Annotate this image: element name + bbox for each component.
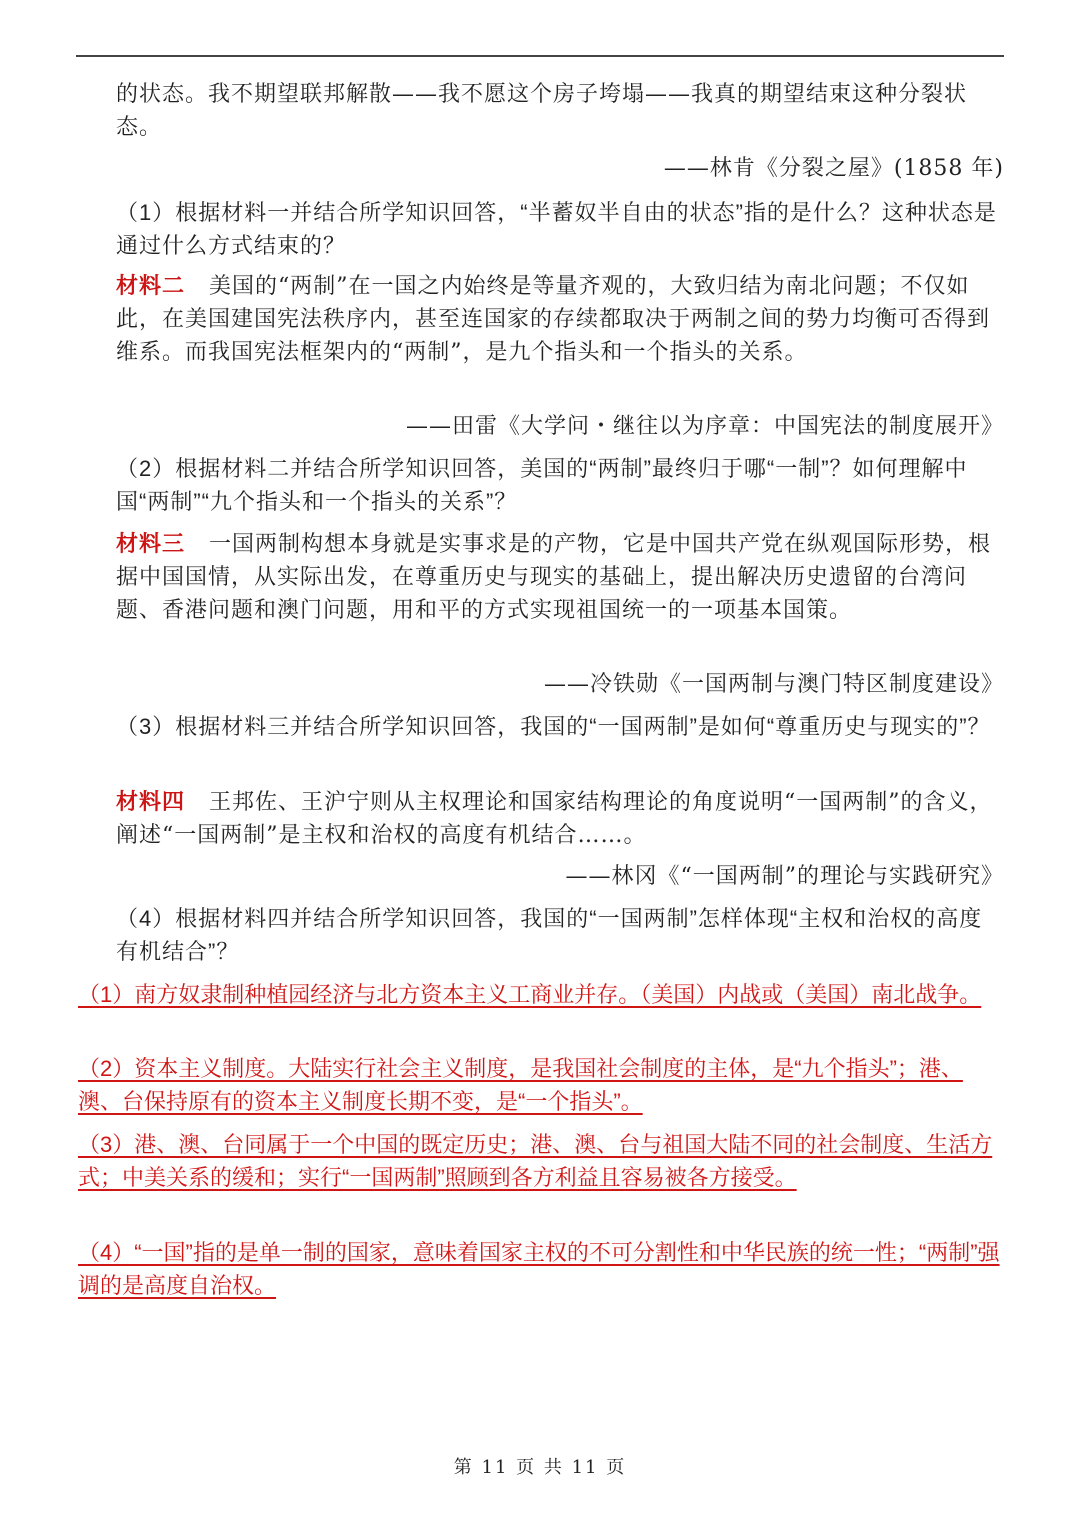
question-3: （3）根据材料三并结合所学知识回答，我国的“一国两制”是如何“尊重历史与现实的”？ bbox=[116, 714, 991, 739]
material-two-source: ——田雷《大学问・继往以为序章：中国宪法的制度展开》 bbox=[405, 414, 1004, 439]
answer-2 bbox=[78, 1052, 1004, 1118]
answer-1-text: （1）南方奴隶制种植园经济与北方资本主义工商业并存。（美国）内战或（美国）南北战争。 bbox=[78, 982, 982, 1007]
material-two bbox=[116, 270, 1004, 369]
question-2: （2）根据材料二并结合所学知识回答，美国的“两制”最终归于哪“一制”？如何理解中国“两制”“九个指头和一个指头的关系”？ bbox=[116, 456, 968, 514]
material-three-source: ——冷铁勋《一国两制与澳门特区制度建设》 bbox=[543, 672, 1004, 697]
material-four-source: ——林冈《“一国两制”的理论与实践研究》 bbox=[565, 864, 1004, 889]
material-three-text: 一国两制构想本身就是实事求是的产物，它是中国共产党在纵观国际形势，根据中国国情，从实际出发，在尊重历史与现实的基础上，提出解决历史遗留的台湾问题、香港问题和澳门问题，用和平的方式实现祖国统一的一项基本国策。 bbox=[116, 532, 992, 623]
material-two-text: 美国的“两制”在一国之内始终是等量齐观的，大致归结为南北问题；不仅如此，在美国建国宪法秩序内，甚至连国家的存续都取决于两制之间的势力均衡可否得到维系。而我国宪法框架内的“两制”，是九个指头和一个指头的关系。 bbox=[116, 274, 991, 365]
page-footer: 第 11 页 共 11 页 bbox=[453, 1457, 627, 1478]
answer-3-text: （3）港、澳、台同属于一个中国的既定历史；港、澳、台与祖国大陆不同的社会制度、生活方式；中美关系的缓和；实行“一国两制”照顾到各方利益且容易被各方接受。 bbox=[78, 1132, 993, 1190]
material-four-text: 王邦佐、王沪宁则从主权理论和国家结构理论的角度说明“一国两制”的含义，阐述“一国两制”是主权和治权的高度有机结合……。 bbox=[116, 790, 993, 848]
material-two-label: 材料二 bbox=[116, 273, 186, 299]
material-four-label: 材料四 bbox=[116, 789, 186, 815]
material-one-source: ——林肯《分裂之屋》(1858 年) bbox=[663, 156, 1004, 181]
answer-4 bbox=[78, 1236, 1004, 1302]
material-four bbox=[116, 786, 1004, 852]
top-rule bbox=[76, 55, 1004, 57]
answer-2-text: （2）资本主义制度。大陆实行社会主义制度，是我国社会制度的主体，是“九个指头”；港、澳、台保持原有的资本主义制度长期不变，是“一个指头”。 bbox=[78, 1056, 963, 1114]
material-three-label: 材料三 bbox=[116, 531, 186, 557]
answer-1 bbox=[78, 978, 1004, 1011]
question-4: （4）根据材料四并结合所学知识回答，我国的“一国两制”怎样体现“主权和治权的高度有机结合”？ bbox=[116, 906, 983, 964]
material-one-continuation: 的状态。我不期望联邦解散——我不愿这个房子垮塌——我真的期望结束这种分裂状态。 bbox=[116, 82, 968, 140]
answer-4-text: （4）“一国”指的是单一制的国家，意味着国家主权的不可分割性和中华民族的统一性；“两制”强调的是高度自治权。 bbox=[78, 1240, 1000, 1298]
answer-3 bbox=[78, 1128, 1004, 1194]
material-three bbox=[116, 528, 1004, 627]
question-1: （1）根据材料一并结合所学知识回答，“半蓄奴半自由的状态”指的是什么？这种状态是通过什么方式结束的？ bbox=[116, 200, 997, 258]
